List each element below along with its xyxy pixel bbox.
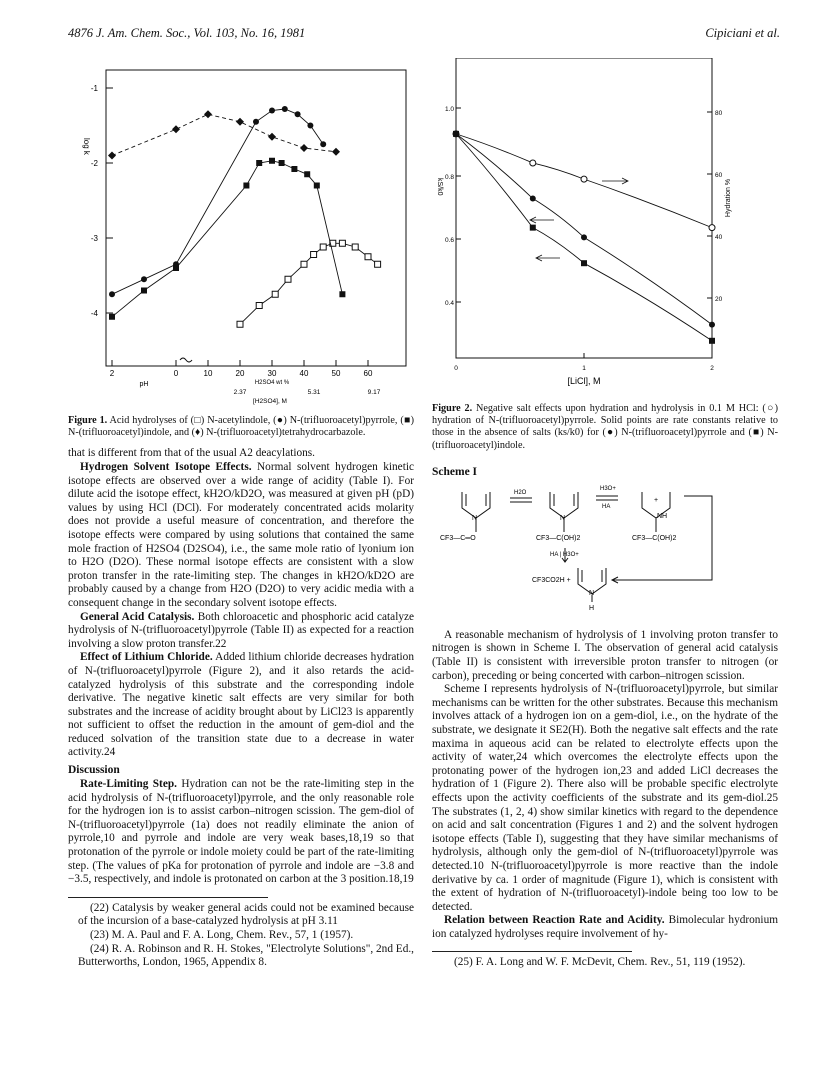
fig2-ytick-06: 0.6	[444, 237, 454, 244]
fig1-point-s0-3	[285, 276, 291, 282]
scheme-cf3co: CF3—C═O	[440, 534, 476, 542]
fig1-point-s2-1	[141, 288, 147, 294]
fig2-ytick-10: 1.0	[444, 106, 454, 113]
fig1-point-s0-4	[301, 261, 307, 267]
fig2-caption-text: Negative salt effects upon hydration and hydrolysis in 0.1 M HCl: (○) hydration of N-(trifluoroacetyl)pyrrole. Solid points are rate constants relative to those in the absence of salts (ks/k0) for (●) N-(trifluoroacetyl)pyrrole and (■) N-(trifluoroacetyl)indole.	[432, 403, 778, 451]
journal-citation: 4876 J. Am. Chem. Soc., Vol. 103, No. 16, 1981	[68, 26, 306, 40]
scheme-cf3coh2: CF3—C(OH)2	[536, 534, 581, 542]
scheme-cf3co2h: CF3CO2H +	[532, 576, 571, 584]
fig1-point-s2-5	[269, 158, 275, 164]
scheme-h3o: H3O+	[600, 485, 616, 492]
left-para-0: that is different from that of the usual A2 deacylations.	[68, 447, 316, 460]
fig1-xtick-50: 50	[331, 369, 341, 378]
fig1-xtick-60: 60	[363, 369, 373, 378]
fig2-point-s2-2	[581, 260, 587, 266]
fig2-xtick-1: 1	[582, 365, 586, 372]
fig1-series-line-1	[112, 109, 323, 294]
fig1-xtick-m-237: 2.37	[233, 389, 247, 396]
fig2-arrow-left-2	[536, 255, 560, 261]
fig2-ylabel-left: kS/k0	[436, 178, 443, 196]
heading-rate-limiting: Rate-Limiting Step.	[80, 778, 177, 791]
author-header: Cipiciani et al.	[705, 26, 780, 40]
fig2-point-s1-1	[530, 196, 536, 202]
fig1-point-s0-6	[320, 244, 326, 250]
fig2-point-s0-3	[709, 225, 715, 231]
left-column	[68, 58, 414, 970]
right-body	[432, 629, 778, 970]
fig2-point-s1-2	[581, 234, 587, 240]
scheme-ha-h3o: HA | H3O+	[550, 551, 579, 558]
figure-1-caption	[68, 415, 414, 439]
fig2-ylabel-right: Hydration %	[725, 178, 732, 218]
fig1-point-s0-9	[352, 244, 358, 250]
fig1-point-s2-7	[291, 166, 297, 172]
fig1-xtick-30: 30	[267, 369, 277, 378]
running-header	[68, 26, 780, 44]
fig1-xtick-40: 40	[299, 369, 309, 378]
fig1-point-s2-2	[173, 265, 179, 271]
left-para-1	[68, 461, 414, 611]
fig1-xlabel-wt: H2SO4 wt %	[254, 380, 290, 386]
fig2-ytick-08: 0.8	[444, 174, 454, 181]
scheme-h2o: H2O	[514, 489, 527, 496]
fig2-series-line-1	[456, 134, 712, 325]
footnote-23: (23) M. A. Paul and F. A. Long, Chem. Rev., 57, 1 (1957).	[90, 929, 354, 941]
fig1-point-s0-11	[375, 261, 381, 267]
scheme-n-4: N	[589, 589, 595, 597]
fig1-point-s3-0	[108, 152, 116, 160]
fig1-ytick-3: -3	[90, 234, 98, 243]
scheme-n-2: N	[560, 514, 566, 522]
fig1-caption-text: Acid hydrolyses of (□) N-acetylindole, (●) N-(trifluoroacetyl)pyrrole, (■) N-(trifluoroacetyl)indole, and (♦) N-(trifluoroacetyl)tetrahydrocarbazole.	[68, 415, 414, 439]
fig1-point-s0-2	[272, 291, 278, 297]
fig2-arrow-right	[602, 178, 628, 184]
fig1-x-ticks	[110, 358, 381, 405]
scheme-cf3coh2-b: CF3—C(OH)2	[632, 534, 677, 542]
fig2-arrows	[530, 178, 628, 261]
left-para-3	[68, 651, 414, 760]
fig1-point-s0-1	[256, 303, 262, 309]
fig1-point-s1-7	[307, 123, 313, 129]
fig2-arrow-left-1	[530, 217, 554, 223]
fig1-xtick-20: 20	[235, 369, 245, 378]
fig2-frame	[456, 58, 712, 358]
text-rate-acidity: Bimolecular hydronium ion catalyzed hydrolyses require involvement of hy-	[432, 914, 778, 940]
figure-2-caption	[432, 403, 778, 452]
scheme-eq-arrow-2	[596, 496, 618, 500]
fig1-point-s0-5	[311, 252, 317, 258]
fig1-point-s1-5	[282, 106, 288, 112]
heading-rate-acidity: Relation between Reaction Rate and Acidity.	[444, 914, 665, 927]
text-isotope: Normal solvent hydrogen kinetic isotope effects are observed over a wide range of acidity (Table I). For dilute acid the isotope effect, kH2O/kD2O, was measured at given pH (pD) values by using HCl (DCl). For moderately concentrated acids molarity does not provide a useful measure of concentration, and therefore the isotope effects were compared by using solutions that contained the same mole fraction of H2SO4 (D2SO4), i.e., the same mole ratio of lyonium ion to H2O (D2O). These normal isotope effects are consistent with a slow proton transfer in the rate-limiting step. The changes in kH2O/kD2O are probably caused by a change from H2O (D2O) to very acidic media with a consequent change in the secondary solvent isotope effects.	[68, 461, 414, 609]
footnote-25: (25) F. A. Long and W. F. McDevit, Chem. Rev., 51, 119 (1952).	[454, 956, 746, 969]
fig1-point-s1-0	[109, 291, 115, 297]
text-licl: Added lithium chloride decreases hydration of N-(trifluoroacetyl)pyrrole (Figure 2), and it also retards the acid-catalyzed hydrolysis of this substrate and the corresponding indole derivative. The negative kinetic salt effects are very similar for both substrates and the increase of acidity brought about by LiCl23 is apparently not sufficient to offset the reduction in the amount of gem-diol and the reduced solvation of the transition state due to a decrease in water activity.24	[68, 651, 414, 759]
scheme-eq-arrow-1	[510, 498, 532, 502]
fig2-rtick-80: 80	[715, 110, 723, 117]
text-rate-limiting: Hydration can not be the rate-limiting step in the acid hydrolysis of N-(trifluoroacetyl)pyrrole, and the only reasonable role for the hydrogen ion is to assist carbon–nitrogen scission. The gem-diol of N-(trifluoroacetyl)pyrrole (1a) does not readily eliminate the anion of pyrrole,10 and pyrrole and indole are very weak bases,18,19 so that protonation of the pyrrole or indole moiety could be part of the rate-limiting step. (The values of pKa for protonation of pyrrole and indole are −3.8 and −3.5, respectively, and indole is protonated on carbon at the 3 position.18,19	[68, 778, 414, 886]
heading-isotope: Hydrogen Solvent Isotope Effects.	[80, 461, 252, 473]
fig1-point-s2-10	[339, 291, 345, 297]
right-column	[432, 58, 778, 970]
heading-licl: Effect of Lithium Chloride.	[80, 651, 213, 664]
fig2-data-layer	[453, 131, 715, 344]
fig2-rtick-60: 60	[715, 172, 723, 179]
fig2-point-s1-3	[709, 322, 715, 328]
heading-gen-acid: General Acid Catalysis.	[80, 610, 195, 623]
fig1-series-line-0	[240, 243, 378, 324]
scheme-n-1: N	[472, 514, 478, 522]
fig1-ylabel: log k	[82, 138, 91, 155]
fig1-point-s1-8	[320, 141, 326, 147]
fig1-point-s3-6	[332, 148, 340, 156]
scheme-label: Scheme I	[432, 465, 478, 478]
fig1-xtick-ph-2: 2	[109, 369, 115, 378]
fig1-point-s1-4	[269, 108, 275, 114]
fig1-point-s2-0	[109, 314, 115, 320]
fig1-point-s2-4	[256, 160, 262, 166]
pyrrole-ring-2	[550, 492, 578, 532]
footnote-rule-left	[68, 897, 268, 898]
fig2-xlabel: [LiCl], M	[567, 376, 601, 386]
right-para-2: Scheme I represents hydrolysis of N-(trifluoroacetyl)pyrrole, but similar mechanisms can be written for the other substrates. Because this mechanism involves attack of a hydrogen ion on a gem-diol, i.e., on the hydrate of the substrate, we designate it SE2(H). Both the negative salt effects and the rate maxima in aqueous acid can be related to electrolyte effects upon the activity of water,24 which overcomes the electrolyte effects upon the protonating power of the hydrogen ion,23 and added LiCl decreases the hydration of 1 (Figure 2). There also will be probable specific electrolyte effects upon the activity coefficients of the substrate and its gem-diol.25 The substrates (1, 2, 4) show similar kinetics with regard to the dependence on acid and salt concentration (Figures 1 and 2) and the solvent hydrogen isotope effects (Table I), suggesting that they have similar mechanisms of hydrolysis, although only the gem-diol of N-(trifluoroacetyl)pyrrole was detected.10 N-(trifluoroacetyl)pyrrole is more reactive than the indole derivative by ca. 1 order of magnitude (Figure 1), which is consistent with the extent of hydration of N-(trifluoroacetyl)-indole being too low to be detected.	[432, 683, 778, 913]
fig1-point-s3-2	[204, 110, 212, 118]
fig2-ytick-04: 0.4	[444, 300, 454, 307]
fig1-point-s2-9	[314, 183, 320, 189]
fig1-caption-label: Figure 1.	[68, 415, 108, 426]
left-para-2	[68, 611, 414, 652]
fig1-point-s1-1	[141, 276, 147, 282]
right-para-1: A reasonable mechanism of hydrolysis of 1 involving proton transfer to nitrogen is shown in Scheme I. The observation of general acid catalysis (Table II) is consistent with irreversible proton transfer to nitrogen (or carbon), preceding or being concerted with carbon–nitrogen scission.	[432, 628, 778, 682]
left-para-4	[68, 778, 414, 887]
fig1-xtick-10: 10	[203, 369, 213, 378]
fig1-xtick-ph-0: 0	[173, 369, 179, 378]
figure-2-plot	[432, 58, 778, 390]
fig1-axis-break	[180, 358, 192, 362]
fig1-point-s3-3	[236, 118, 244, 126]
fig1-y-ticks	[91, 84, 113, 318]
scheme-plus-1: +	[654, 496, 659, 504]
fig1-point-s0-0	[237, 321, 243, 327]
fig2-rtick-20: 20	[715, 296, 723, 303]
footnote-24: (24) R. A. Robinson and R. H. Stokes, "Electrolyte Solutions", 2nd Ed., Butterworths, London, 1965, Appendix 8.	[78, 942, 414, 969]
fig2-point-s0-1	[530, 160, 536, 166]
figure-1-plot	[68, 58, 414, 410]
scheme-nh: NH	[657, 512, 668, 520]
fig1-point-s2-3	[243, 183, 249, 189]
footnote-rule-right	[432, 951, 632, 952]
fig1-xlabel-m: [H2SO4], M	[253, 398, 287, 405]
fig1-point-s1-6	[295, 111, 301, 117]
fig2-caption-label: Figure 2.	[432, 403, 473, 414]
fig2-point-s2-0	[453, 131, 459, 137]
text-gen-acid: Both chloroacetic and phosphoric acid catalyze hydrolysis of N-(trifluoroacetyl)pyrrole (Table II) as expected for a reaction involving a slow proton transfer.22	[68, 610, 415, 650]
fig1-point-s3-1	[172, 125, 180, 133]
right-para-3	[432, 914, 778, 941]
fig1-xtick-m-531: 5.31	[307, 389, 321, 396]
fig2-point-s2-1	[530, 225, 536, 231]
scheme-h: H	[589, 604, 595, 612]
fig1-point-s3-5	[300, 144, 308, 152]
fig1-point-s2-8	[304, 171, 310, 177]
fig1-point-s2-6	[279, 160, 285, 166]
fig1-ytick-2: -2	[90, 159, 98, 168]
footnote-22: (22) Catalysis by weaker general acids could not be examined because of the incursion of a base-catalyzed hydrolysis at pH 3.11	[78, 901, 414, 928]
fig1-ytick-1: -1	[90, 84, 98, 93]
fig1-point-s3-4	[268, 133, 276, 141]
fig1-point-s0-10	[365, 254, 371, 260]
fig2-point-s2-3	[709, 338, 715, 344]
pyrrole-ring-1	[462, 492, 490, 532]
fig1-ytick-4: -4	[90, 309, 98, 318]
fig1-point-s1-3	[253, 119, 259, 125]
fig1-xtick-m-917: 9.17	[367, 389, 381, 396]
fig2-point-s0-2	[581, 176, 587, 182]
fig1-frame	[106, 70, 406, 366]
scheme-1-diagram	[432, 482, 778, 612]
fig1-data-layer	[108, 106, 381, 327]
fig1-point-s0-8	[339, 240, 345, 246]
fig2-right-ticks	[707, 110, 723, 303]
discussion-heading: Discussion	[68, 764, 120, 777]
fig2-rtick-40: 40	[715, 234, 723, 241]
left-body	[68, 447, 414, 969]
fig2-xtick-2: 2	[710, 365, 714, 372]
scheme-ha: HA	[602, 503, 611, 510]
fig1-xlabel-ph: pH	[139, 381, 149, 388]
fig2-xtick-0: 0	[454, 365, 458, 372]
